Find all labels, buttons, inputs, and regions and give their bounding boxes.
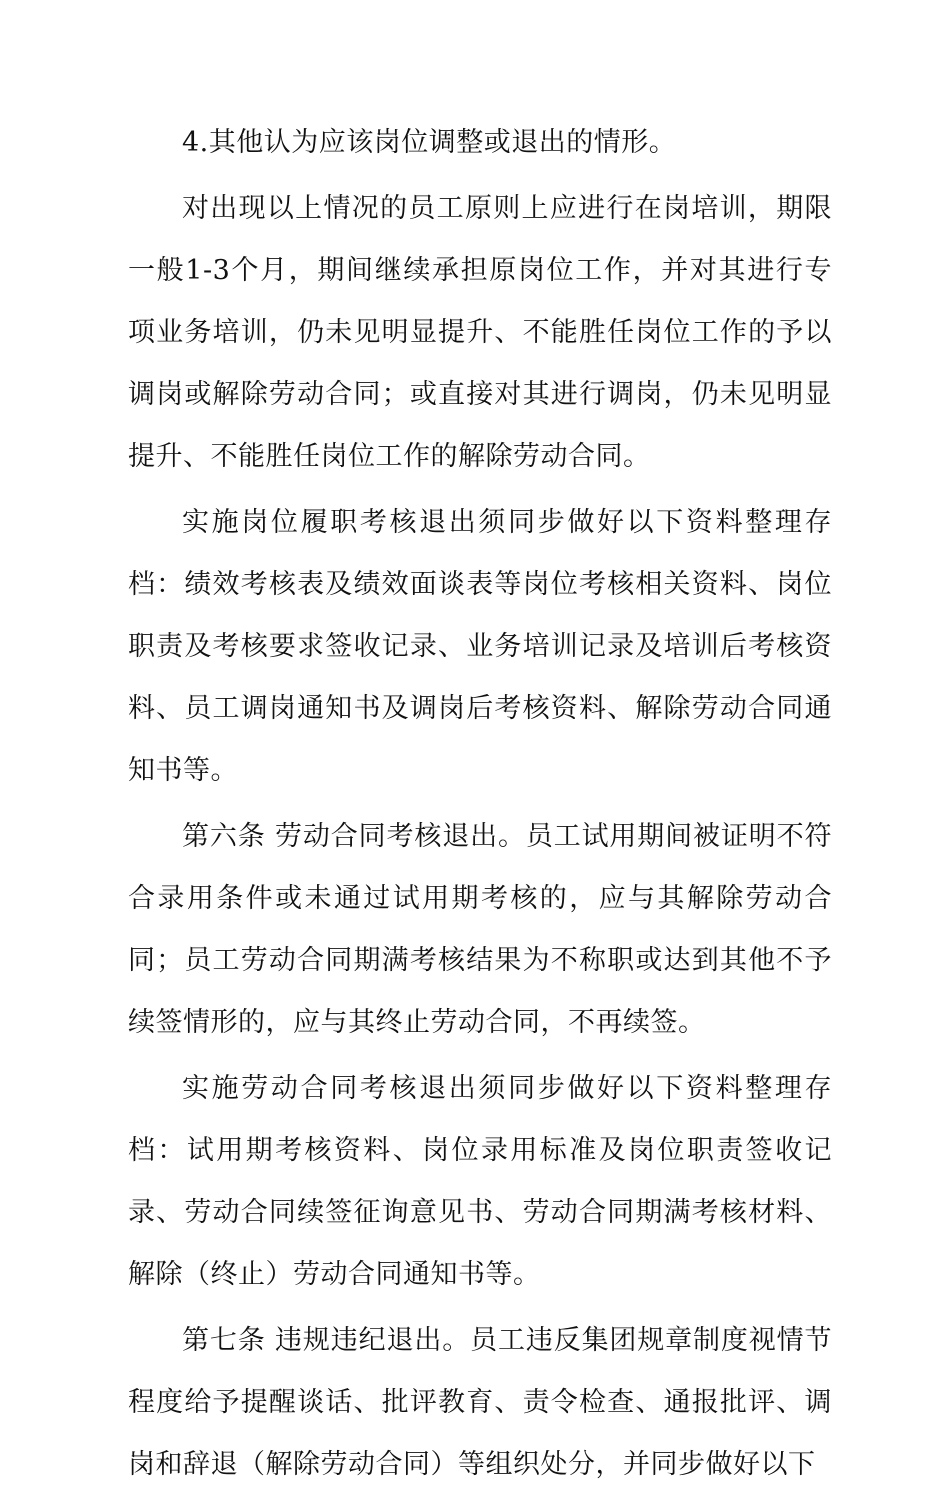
paragraph-6: 第七条 违规违纪退出。员工违反集团规章制度视情节程度给予提醒谈话、批评教育、责令检查、通报批评、调岗和辞退（解除劳动合同）等组织处分，并同步做好以下 xyxy=(128,1325,832,1480)
paragraph-5: 实施劳动合同考核退出须同步做好以下资料整理存档：试用期考核资料、岗位录用标准及岗位职责签收记录、劳动合同续签征询意见书、劳动合同期满考核材料、解除（终止）劳动合同通知书等。 xyxy=(128,1073,832,1290)
paragraph-4: 第六条 劳动合同考核退出。员工试用期间被证明不符合录用条件或未通过试用期考核的，应与其解除劳动合同；员工劳动合同期满考核结果为不称职或达到其他不予续签情形的，应与其终止劳动合同，不再续签。 xyxy=(128,821,832,1038)
paragraph-3: 实施岗位履职考核退出须同步做好以下资料整理存档：绩效考核表及绩效面谈表等岗位考核相关资料、岗位职责及考核要求签收记录、业务培训记录及培训后考核资料、员工调岗通知书及调岗后考核资料、解除劳动合同通知书等。 xyxy=(128,507,832,786)
paragraph-2: 对出现以上情况的员工原则上应进行在岗培训，期限一般1-3个月，期间继续承担原岗位工作，并对其进行专项业务培训，仍未见明显提升、不能胜任岗位工作的予以调岗或解除劳动合同；或直接对其进行调岗，仍未见明显提升、不能胜任岗位工作的解除劳动合同。 xyxy=(128,193,832,472)
document-body xyxy=(128,112,832,1496)
paragraph-1: 4.其他认为应该岗位调整或退出的情形。 xyxy=(182,127,677,158)
